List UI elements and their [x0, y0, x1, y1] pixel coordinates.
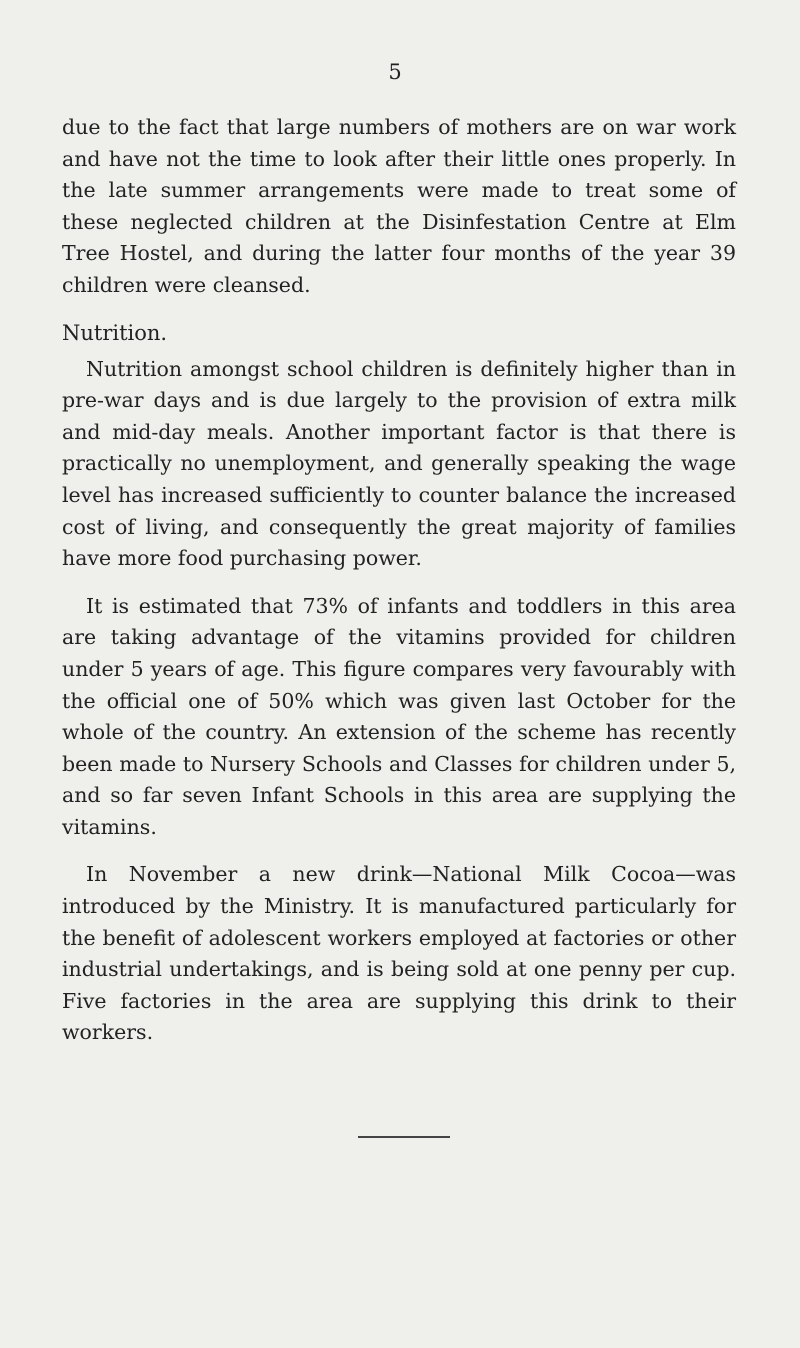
end-rule-divider	[358, 1136, 450, 1138]
body-text	[62, 112, 736, 1065]
page-number: 5	[388, 60, 402, 84]
intro-paragraph: due to the fact that large numbers of mothers are on war work and have not the time to look after their little ones properly. In the late summer arrangements were made to treat some of these neglected children at the Disinfestation Centre at Elm Tree Hostel, and during the latter four months of the year 39 children were cleansed.	[62, 115, 736, 297]
nutrition-paragraph-2: It is estimated that 73% of infants and toddlers in this area are taking advantage of the vitamins provided for children under 5 years of age. This figure compares very favourably with the official one of 50% which was given last October for the whole of the country. An extension of the scheme has recently been made to Nursery Schools and Classes for children under 5, and so far seven Infant Schools in this area are supplying the vitamins.	[62, 593, 736, 839]
nutrition-paragraph-1: Nutrition amongst school children is definitely higher than in pre-war days and is due largely to the provision of extra milk and mid-day meals. Another important factor is that there is practically no unemployment, and generally speaking the wage level has increased sufficiently to counter balance the increased cost of living, and consequently the great majority of families have more food purchasing power.	[62, 356, 736, 571]
nutrition-paragraph-3: In November a new drink—National Milk Cocoa—was introduced by the Ministry. It is manufactured particularly for the benefit of adolescent workers employed at factories or other industrial undertakings, and is being sold at one penny per cup. Five factories in the area are supplying this drink to their workers.	[62, 862, 736, 1045]
section-heading-nutrition: Nutrition.	[62, 320, 168, 345]
